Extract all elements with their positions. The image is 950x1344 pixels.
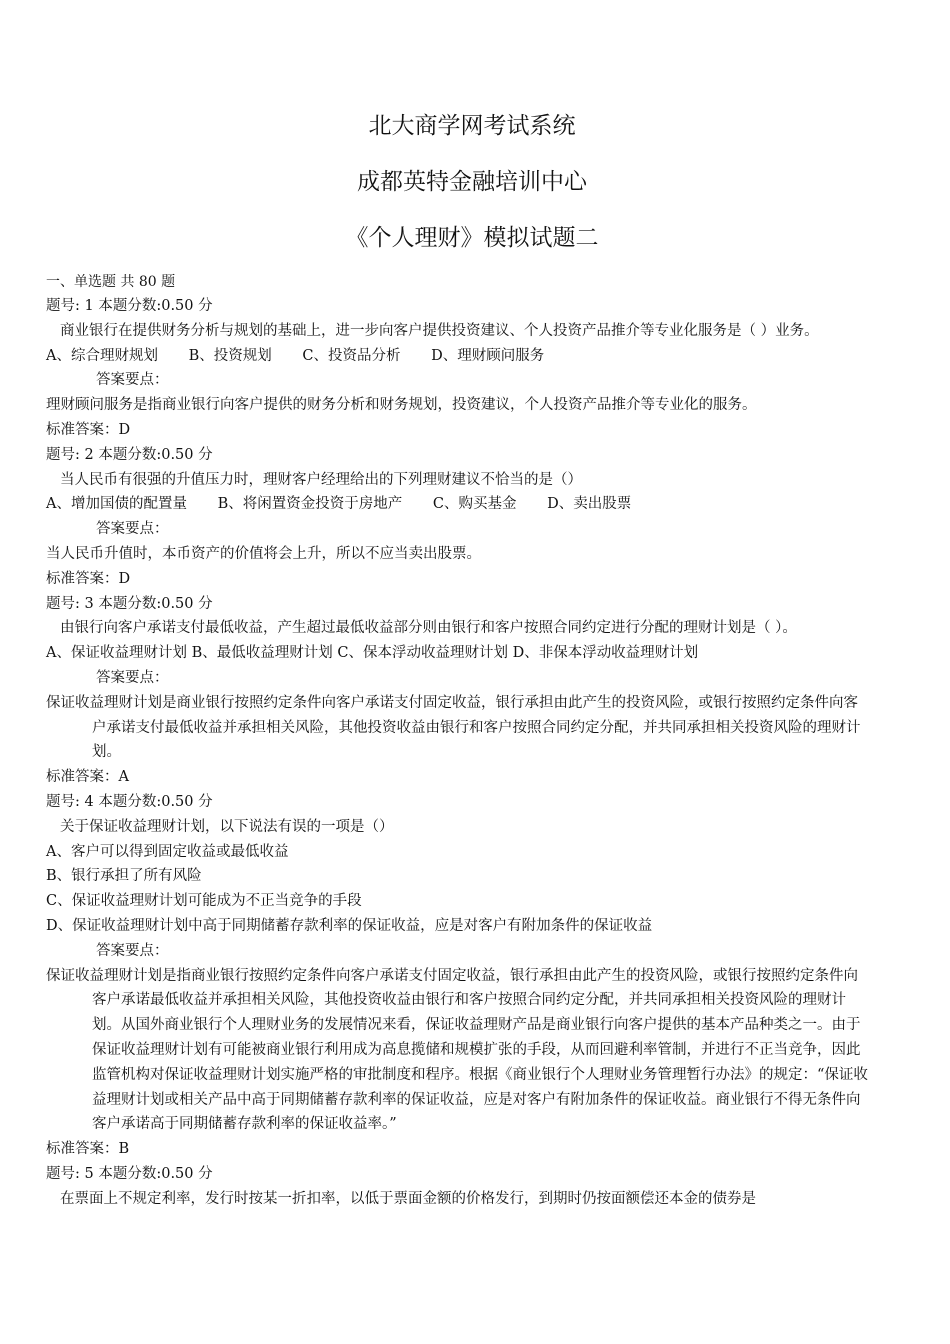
standard-answer: 标准答案：B bbox=[46, 1141, 130, 1158]
option-b: B、投资规划 bbox=[188, 347, 272, 364]
option-a: A、客户可以得到固定收益或最低收益 bbox=[46, 843, 289, 860]
answer-key-text: 理财顾问服务是指商业银行向客户提供的财务分析和财务规划，投资建议，个人投资产品推介等专业化的服务。 bbox=[46, 397, 757, 414]
question-5 bbox=[46, 1162, 868, 1212]
option-list bbox=[46, 492, 868, 517]
answer-key-text: 保证收益理财计划是商业银行按照约定条件向客户承诺支付固定收益，银行承担由此产生的投资风险，或银行按照约定条件向客户承诺支付最低收益并承担相关风险，其他投资收益由银行和客户按照合同约定分配，并共同承担相关投资风险的理财计划。 bbox=[46, 694, 861, 761]
option-a: A、增加国债的配置量 bbox=[46, 496, 187, 513]
question-meta: 题号: 5 本题分数:0.50 分 bbox=[46, 1165, 213, 1182]
question-meta: 题号: 3 本题分数:0.50 分 bbox=[46, 595, 213, 612]
standard-answer: 标准答案：A bbox=[46, 769, 129, 786]
option-d: D、理财顾问服务 bbox=[431, 347, 545, 364]
answer-key-label: 答案要点： bbox=[96, 942, 169, 959]
option-a: A、保证收益理财计划 bbox=[46, 645, 187, 662]
answer-key-label: 答案要点： bbox=[96, 372, 169, 389]
question-2 bbox=[46, 443, 868, 592]
question-1 bbox=[46, 294, 868, 443]
option-b: B、将闲置资金投资于房地产 bbox=[217, 496, 403, 513]
answer-key-text: 当人民币升值时，本币资产的价值将会上升，所以不应当卖出股票。 bbox=[46, 545, 481, 562]
option-d: D、保证收益理财计划中高于同期储蓄存款利率的保证收益，应是对客户有附加条件的保证收益 bbox=[46, 917, 653, 934]
option-b: B、银行承担了所有风险 bbox=[46, 868, 202, 885]
center-title: 成都英特金融培训中心 bbox=[357, 169, 587, 195]
option-list bbox=[46, 344, 868, 369]
question-stem: 在票面上不规定利率，发行时按某一折扣率，以低于票面金额的价格发行，到期时仍按面额偿还本金的债券是 bbox=[60, 1190, 756, 1207]
question-meta: 题号: 1 本题分数:0.50 分 bbox=[46, 298, 213, 314]
question-stem: 由银行向客户承诺支付最低收益，产生超过最低收益部分则由银行和客户按照合同约定进行分配的理财计划是（ ）。 bbox=[60, 620, 797, 637]
answer-key-label: 答案要点： bbox=[96, 669, 169, 686]
answer-key-text: 保证收益理财计划是指商业银行按照约定条件向客户承诺支付固定收益，银行承担由此产生的投资风险，或银行按照约定条件向客户承诺最低收益并承担相关风险，其他投资收益由银行和客户按照合同约定分配，并共同承担相关投资风险的理财计划。从国外商业银行个人理财业务的发展情况来看，保证收益理财产品是商业银行向客户提供的基本产品种类之一。由于保证收益理财计划有可能被商业银行利用成为高息揽储和规模扩张的手段，从而回避利率管制，并进行不正当竞争，因此监管机构对保证收益理财计划实施严格的审批制度和程序。根据《商业银行个人理财业务管理暂行办法》的规定：“保证收益理财计划或相关产品中高于同期储蓄存款利率的保证收益，应是对客户有附加条件的保证收益。商业银行不得无条件向客户承诺高于同期储蓄存款利率的保证收益率。” bbox=[46, 967, 868, 1133]
question-meta: 题号: 2 本题分数:0.50 分 bbox=[46, 446, 213, 463]
option-c: C、保证收益理财计划可能成为不正当竞争的手段 bbox=[46, 893, 362, 910]
question-3 bbox=[46, 592, 868, 790]
answer-key-label: 答案要点： bbox=[96, 521, 169, 538]
question-stem: 商业银行在提供财务分析与规划的基础上，进一步向客户提供投资建议、个人投资产品推介等专业化服务是（ ）业务。 bbox=[60, 322, 819, 339]
standard-answer: 标准答案：D bbox=[46, 421, 131, 438]
question-meta: 题号: 4 本题分数:0.50 分 bbox=[46, 793, 213, 810]
section-heading: 一、单选题 共 80 题 bbox=[46, 274, 176, 290]
option-a: A、综合理财规划 bbox=[46, 347, 158, 364]
option-d: D、卖出股票 bbox=[547, 496, 632, 513]
question-stem: 当人民币有很强的升值压力时，理财客户经理给出的下列理财建议不恰当的是（） bbox=[60, 471, 582, 488]
question-4 bbox=[46, 790, 868, 1162]
option-d: D、非保本浮动收益理财计划 bbox=[512, 645, 699, 662]
system-title: 北大商学网考试系统 bbox=[368, 113, 576, 139]
option-list bbox=[46, 641, 868, 666]
option-c: C、投资品分析 bbox=[302, 347, 401, 364]
option-c: C、保本浮动收益理财计划 bbox=[337, 645, 508, 662]
option-b: B、最低收益理财计划 bbox=[191, 645, 333, 662]
exam-title: 《个人理财》模拟试题二 bbox=[345, 225, 599, 251]
standard-answer: 标准答案：D bbox=[46, 570, 131, 587]
option-c: C、购买基金 bbox=[432, 496, 517, 513]
question-stem: 关于保证收益理财计划，以下说法有误的一项是（） bbox=[60, 818, 394, 835]
